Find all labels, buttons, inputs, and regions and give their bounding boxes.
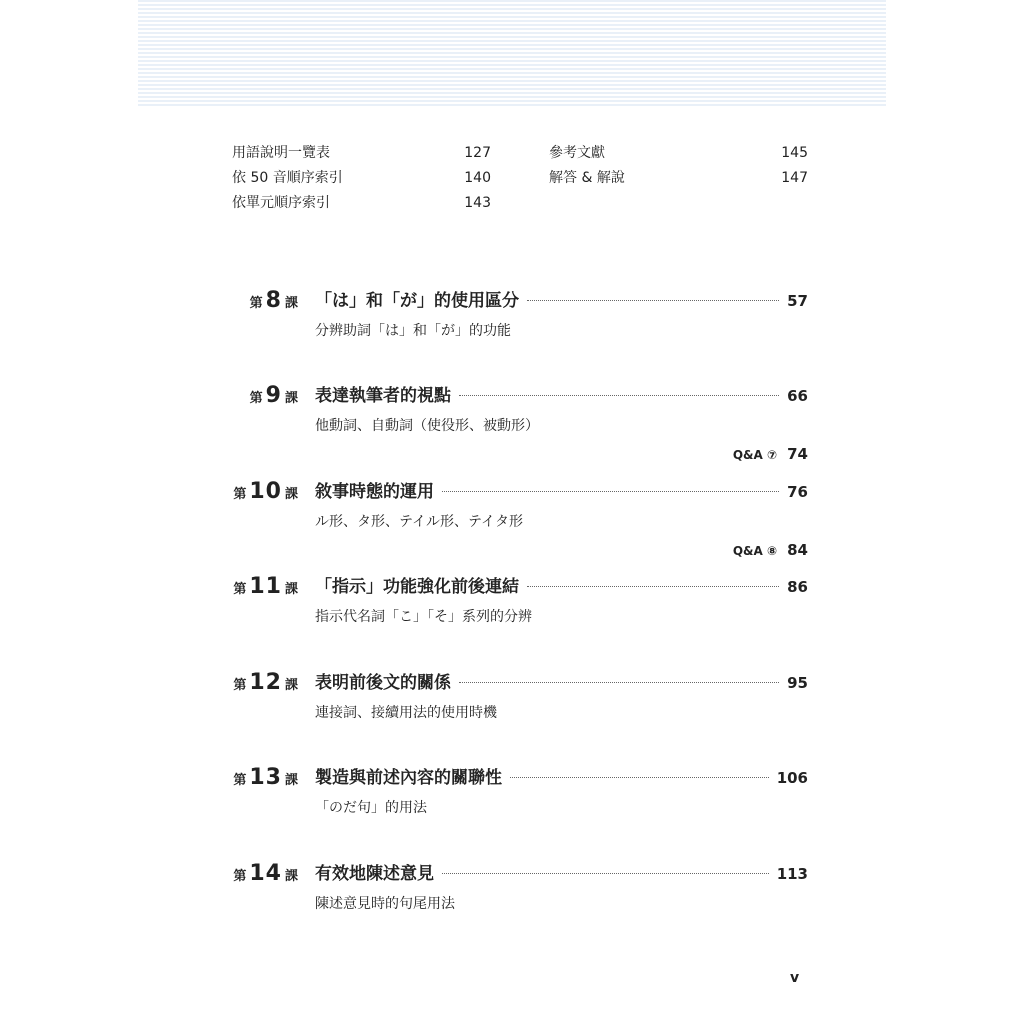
lesson-prefix: 第: [249, 296, 263, 311]
lesson-heading: [228, 670, 808, 696]
page-folio: v: [790, 970, 800, 986]
lesson-subtitle: 陳述意見時的句尾用法: [315, 896, 455, 912]
lesson-suffix: 課: [284, 391, 298, 406]
lesson-title-line: [315, 383, 808, 409]
lesson-heading: [228, 288, 808, 314]
appendix-entry-label: 用語說明一覽表: [232, 145, 330, 161]
appendix-entry-label: 參考文獻: [549, 145, 605, 161]
lesson-number-value: 12: [249, 670, 282, 695]
lesson-prefix: 第: [233, 678, 247, 693]
lesson-page: 76: [787, 483, 808, 501]
lesson-suffix: 課: [284, 773, 298, 788]
appendix-list-right: [549, 141, 808, 191]
lesson-subtitle: 他動詞、自動詞（使役形、被動形）: [315, 418, 539, 434]
leader-dots: [510, 776, 769, 778]
lesson-suffix: 課: [284, 678, 298, 693]
lesson-number: [233, 574, 298, 600]
lesson-prefix: 第: [249, 391, 263, 406]
leader-dots: [527, 585, 779, 587]
lesson-heading: [228, 383, 808, 409]
lesson-prefix: 第: [233, 773, 247, 788]
lesson-subtitle: 「のだ句」的用法: [315, 800, 427, 816]
lesson-page: 66: [787, 387, 808, 405]
leader-dots: [442, 872, 769, 874]
lesson-title: 敘事時態的運用: [315, 482, 434, 502]
lesson-number: [233, 670, 298, 696]
lesson-prefix: 第: [233, 582, 247, 597]
lesson-number-value: 8: [265, 288, 282, 313]
lesson-number: [233, 861, 298, 887]
lesson-title-line: [315, 574, 808, 600]
lesson-title-line: [315, 861, 808, 887]
lesson-page: 57: [787, 292, 808, 310]
appendix-entry[interactable]: [549, 166, 808, 191]
appendix-entry-page: 145: [781, 145, 808, 161]
leader-dots: [459, 394, 779, 396]
qa-entry[interactable]: [733, 541, 808, 559]
qa-page: 84: [787, 541, 808, 559]
lesson-prefix: 第: [233, 869, 247, 884]
lesson-subtitle: 指示代名詞「こ」「そ」系列的分辨: [315, 609, 532, 625]
lesson-number: [233, 479, 298, 505]
lesson-number-value: 9: [265, 383, 282, 408]
appendix-entry-label: 依 50 音順序索引: [232, 170, 343, 186]
lesson-number-value: 10: [249, 479, 282, 504]
lesson-number-value: 14: [249, 861, 282, 886]
leader-dots: [442, 490, 779, 492]
appendix-entry-label: 解答 & 解說: [549, 170, 625, 186]
appendix-entry-label: 依單元順序索引: [232, 195, 330, 211]
leader-dots: [527, 299, 779, 301]
lesson-prefix: 第: [233, 487, 247, 502]
qa-label: Q&A ⑦: [732, 448, 778, 462]
lesson-suffix: 課: [284, 487, 298, 502]
lesson-number: [250, 383, 298, 409]
lesson-suffix: 課: [284, 869, 298, 884]
qa-page: 74: [787, 445, 808, 463]
appendix-list-left: [232, 141, 491, 216]
lesson-title: 表明前後文的關係: [315, 673, 451, 693]
header-band: [138, 0, 886, 106]
lesson-page: 106: [776, 769, 808, 787]
appendix-entry-page: 140: [464, 170, 491, 186]
lesson-title-line: [315, 765, 808, 791]
appendix-entry[interactable]: [232, 166, 491, 191]
appendix-entry-page: 143: [464, 195, 491, 211]
qa-entry[interactable]: [733, 445, 808, 463]
lesson-page: 113: [776, 865, 808, 883]
lesson-title: 「は」和「が」的使用區分: [315, 291, 519, 311]
lesson-title-line: [315, 670, 808, 696]
lesson-title: 製造與前述內容的關聯性: [315, 768, 502, 788]
lesson-title: 表達執筆者的視點: [315, 386, 451, 406]
lesson-heading: [228, 861, 808, 887]
leader-dots: [459, 681, 779, 683]
appendix-entry[interactable]: [232, 191, 491, 216]
lesson-title-line: [315, 288, 808, 314]
lesson-title: 「指示」功能強化前後連結: [315, 577, 519, 597]
lesson-subtitle: 分辨助詞「は」和「が」的功能: [315, 323, 511, 339]
appendix-entry-page: 147: [781, 170, 808, 186]
appendix-entry[interactable]: [549, 141, 808, 166]
lesson-heading: [228, 479, 808, 505]
qa-label: Q&A ⑧: [732, 544, 778, 558]
appendix-entry-page: 127: [464, 145, 491, 161]
lesson-subtitle: ル形、タ形、テイル形、テイタ形: [315, 514, 524, 530]
appendix-entry[interactable]: [232, 141, 491, 166]
lesson-suffix: 課: [284, 582, 298, 597]
lesson-number: [250, 288, 298, 314]
lesson-number-value: 13: [249, 765, 282, 790]
lesson-heading: [228, 574, 808, 600]
lesson-subtitle: 連接詞、接續用法的使用時機: [315, 705, 497, 721]
lesson-title-line: [315, 479, 808, 505]
lesson-title: 有效地陳述意見: [315, 864, 434, 884]
lesson-page: 86: [787, 578, 808, 596]
lesson-page: 95: [787, 674, 808, 692]
lesson-suffix: 課: [284, 296, 298, 311]
lesson-heading: [228, 765, 808, 791]
lesson-number: [233, 765, 298, 791]
lesson-number-value: 11: [249, 574, 282, 599]
